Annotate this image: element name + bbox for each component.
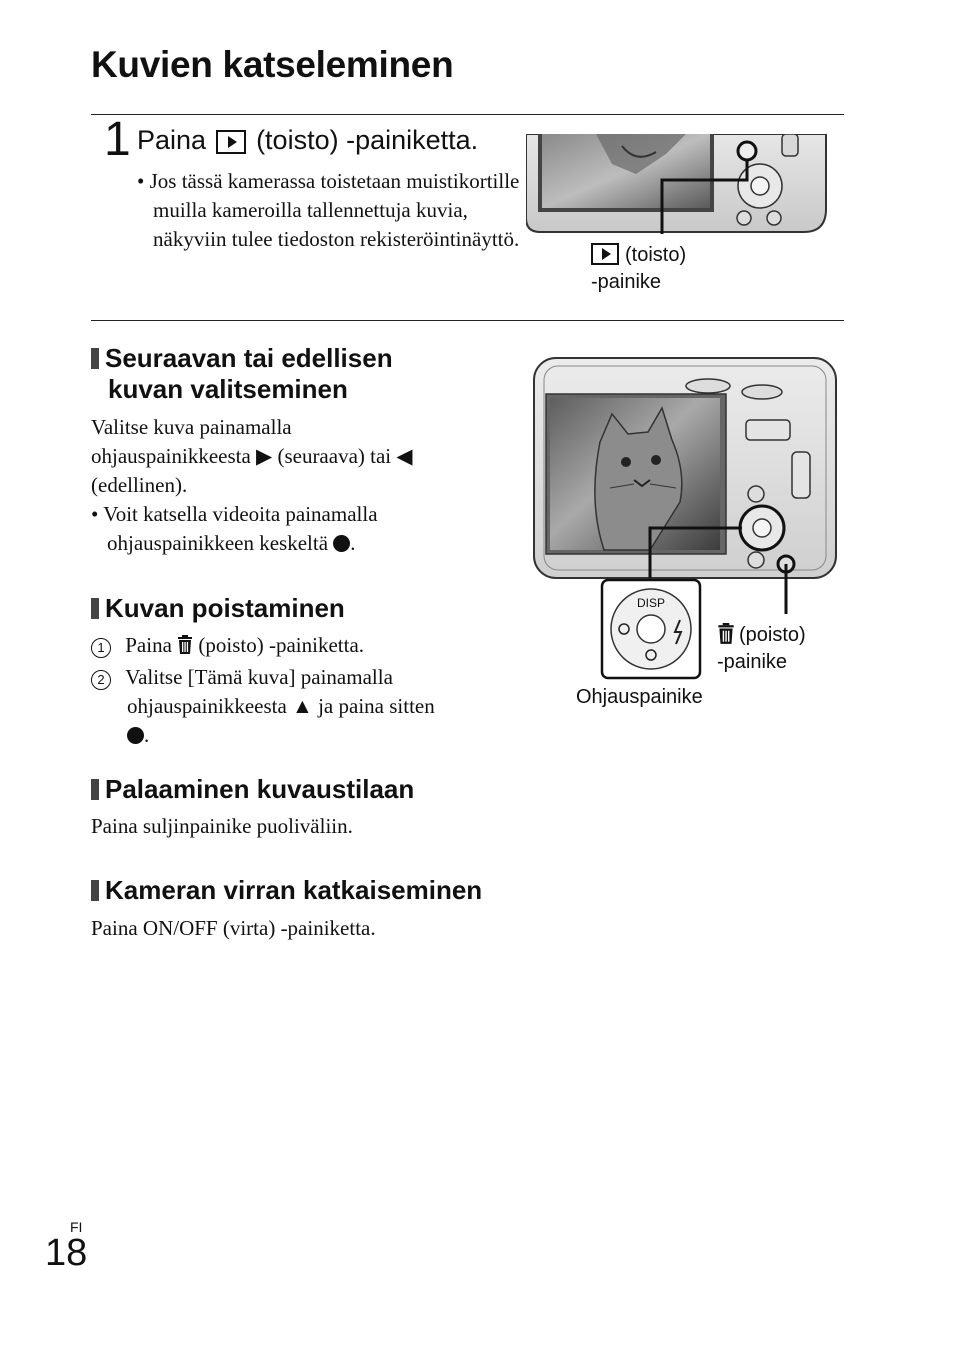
- heading-delete: Kuvan poistaminen: [91, 593, 345, 624]
- camera-playback-figure: [526, 134, 832, 234]
- playback-callout: (toisto) -painike: [591, 244, 687, 293]
- step-title: [137, 125, 478, 156]
- heading-return: Palaaminen kuvaustilaan: [91, 774, 414, 805]
- heading-marker: [91, 348, 99, 369]
- title-rule: [91, 114, 844, 115]
- delete-callout: (poisto) -painike: [717, 624, 806, 673]
- language-tag: FI: [70, 1219, 83, 1235]
- heading-marker: [91, 779, 99, 800]
- trash-icon: [177, 633, 193, 657]
- step1-bullet-text: Jos tässä kamerassa toistetaan muistikortille muilla kameroilla tallennettuja kuvia, näkyviin tulee tiedoston rekisteröintinäyttö.: [149, 169, 520, 251]
- up-arrow-icon: ▲: [292, 694, 313, 718]
- step-title-post: (toisto) -painiketta.: [256, 125, 479, 155]
- control-button-label: Ohjauspainike: [576, 686, 703, 708]
- dial-disp-label: DISP: [637, 596, 666, 610]
- section-rule: [91, 320, 844, 321]
- step1-bullet: • Jos tässä kamerassa toistetaan muistikortille muilla kameroilla tallennettuja kuvia, näkyviin tulee tiedoston rekisteröintinäyttö.: [137, 169, 520, 251]
- step-circle-1: 1: [91, 638, 111, 658]
- heading-next-prev: Seuraavan tai edellisen kuvan valitseminen: [91, 343, 393, 405]
- power-off-text: Paina ON/OFF (virta) -painiketta.: [91, 916, 376, 940]
- play-callout-icon: [591, 243, 619, 265]
- left-arrow-icon: ◀: [396, 444, 413, 468]
- page-title: Kuvien katseleminen: [91, 44, 454, 85]
- heading-marker: [91, 880, 99, 901]
- center-button-icon: [333, 535, 350, 552]
- trash-callout-icon: [717, 624, 739, 646]
- next-prev-text: Valitse kuva painamalla ohjauspainikkeesta ▶ (seuraava) tai ◀ (edellinen). • Voit katsella videoita painamalla ohjauspainikkeen keskeltä .: [91, 415, 413, 555]
- play-button-icon: [216, 130, 246, 154]
- center-button-icon: [127, 727, 144, 744]
- right-arrow-icon: ▶: [256, 444, 273, 468]
- step-title-pre: Paina: [137, 125, 207, 155]
- heading-power-off: Kameran virran katkaiseminen: [91, 875, 482, 906]
- heading-marker: [91, 598, 99, 619]
- delete-steps: 1 Paina (poisto) -painiketta. 2 Valitse [Tämä kuva] painamalla ohjauspainikkeesta ▲ ja paina sitten .: [91, 631, 511, 750]
- return-text: Paina suljinpainike puoliväliin.: [91, 814, 353, 838]
- step-number: 1: [104, 113, 131, 166]
- page-number: 18: [45, 1232, 88, 1274]
- step-circle-2: 2: [91, 670, 111, 690]
